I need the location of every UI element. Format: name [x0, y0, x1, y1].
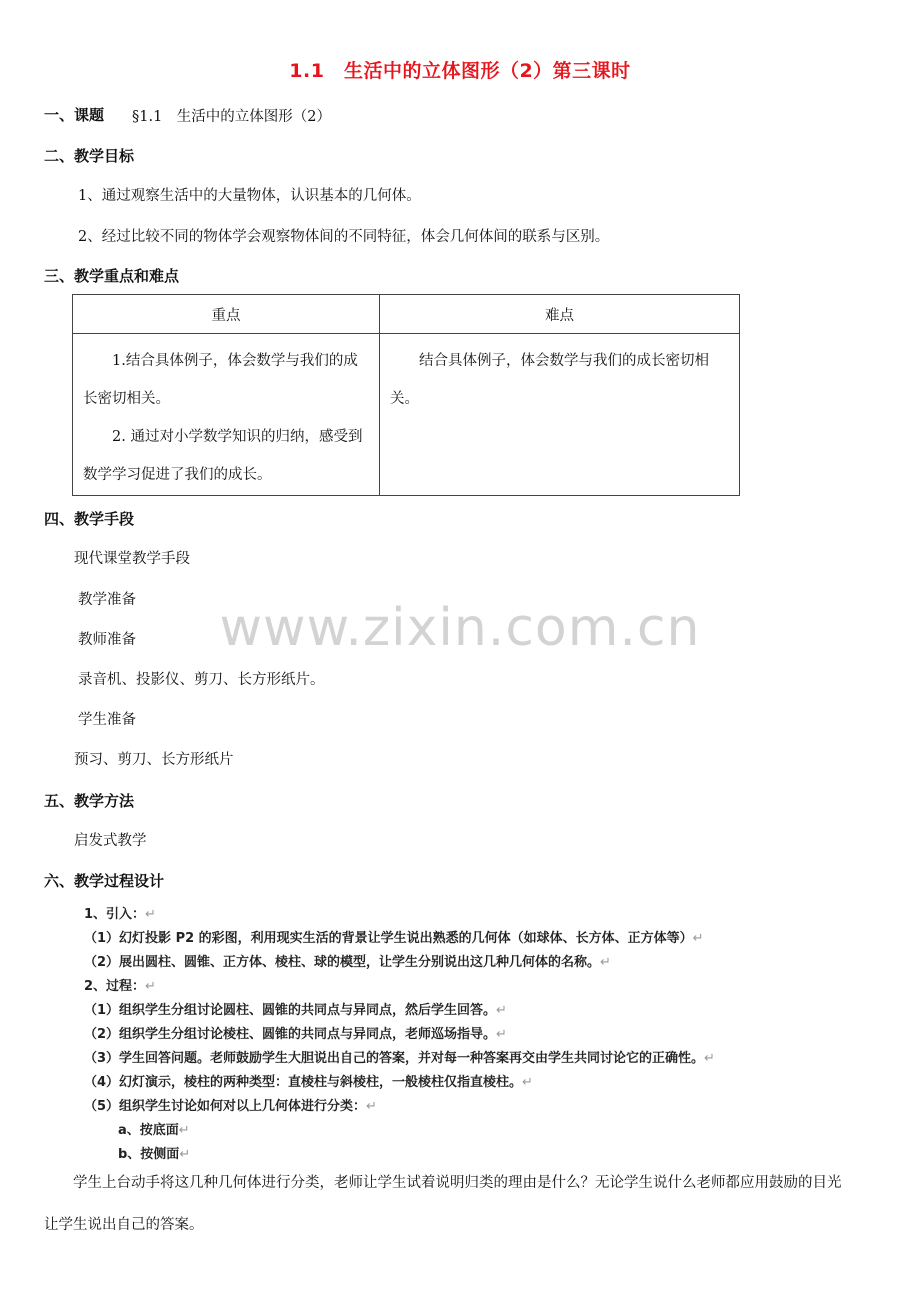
- key-point-2: 2. 通过对小学数学知识的归纳，感受到数学学习促进了我们的成长。: [83, 429, 363, 483]
- section-1-text: §1.1 生活中的立体图形（2）: [132, 109, 332, 125]
- process-line: （5）组织学生讨论如何对以上几何体进行分类：↵: [84, 1099, 377, 1114]
- key-difficulty-table: [72, 294, 740, 496]
- key-points-cell: [73, 334, 380, 496]
- objective-1: 1、通过观察生活中的大量物体，认识基本的几何体。: [78, 188, 421, 204]
- process-line: （2）组织学生分组讨论棱柱、圆锥的共同点与异同点，老师巡场指导。↵: [84, 1027, 507, 1042]
- method-text: 启发式教学: [74, 833, 147, 849]
- page-title: 1.1 生活中的立体图形（2）第三课时: [289, 60, 631, 82]
- section-4-heading: 四、教学手段: [44, 510, 135, 528]
- table-header-key: 重点: [73, 295, 380, 334]
- means-line-3: 教师准备: [78, 632, 136, 648]
- objective-2: 2、经过比较不同的物体学会观察物体间的不同特征，体会几何体间的联系与区别。: [78, 229, 610, 245]
- process-line: （2）展出圆柱、圆锥、正方体、棱柱、球的模型，让学生分别说出这几种几何体的名称。↵: [84, 955, 611, 970]
- means-line-4: 录音机、投影仪、剪刀、长方形纸片。: [78, 672, 325, 688]
- process-line: （4）幻灯演示，棱柱的两种类型：直棱柱与斜棱柱，一般棱柱仅指直棱柱。↵: [84, 1075, 533, 1090]
- section-3-heading: 三、教学重点和难点: [44, 267, 180, 285]
- process-line: 2、过程：↵: [84, 979, 156, 994]
- difficulty-text: 结合具体例子，体会数学与我们的成长密切相关。: [390, 353, 709, 407]
- means-line-1: 现代课堂教学手段: [74, 551, 190, 567]
- closing-paragraph: 学生上台动手将这几种几何体进行分类，老师让学生试着说明归类的理由是什么？无论学生说什么老师都应用鼓励的目光让学生说出自己的答案。: [44, 1175, 842, 1233]
- process-line: a、按底面↵: [118, 1123, 190, 1138]
- section-2-heading: 二、教学目标: [44, 147, 135, 165]
- means-line-6: 预习、剪刀、长方形纸片: [74, 752, 234, 768]
- means-line-2: 教学准备: [78, 592, 136, 608]
- means-line-5: 学生准备: [78, 712, 136, 728]
- process-line: （3）学生回答问题。老师鼓励学生大胆说出自己的答案，并对每一种答案再交由学生共同讨论它的正确性。↵: [84, 1051, 715, 1066]
- process-line: b、按侧面↵: [118, 1147, 191, 1162]
- process-line: （1）组织学生分组讨论圆柱、圆锥的共同点与异同点，然后学生回答。↵: [84, 1003, 507, 1018]
- watermark: www.zixin.com.cn: [219, 598, 701, 658]
- section-5-heading: 五、教学方法: [44, 792, 135, 810]
- difficulty-cell: [380, 334, 740, 496]
- section-6-heading: 六、教学过程设计: [44, 872, 165, 890]
- section-1-heading: 一、课题: [44, 106, 105, 124]
- key-point-1: 1.结合具体例子，体会数学与我们的成长密切相关。: [83, 353, 358, 407]
- process-line: （1）幻灯投影 P2 的彩图，利用现实生活的背景让学生说出熟悉的几何体（如球体、长方体、正方体等）↵: [84, 931, 704, 946]
- table-header-difficulty: 难点: [380, 295, 740, 334]
- process-line: 1、引入：↵: [84, 907, 156, 922]
